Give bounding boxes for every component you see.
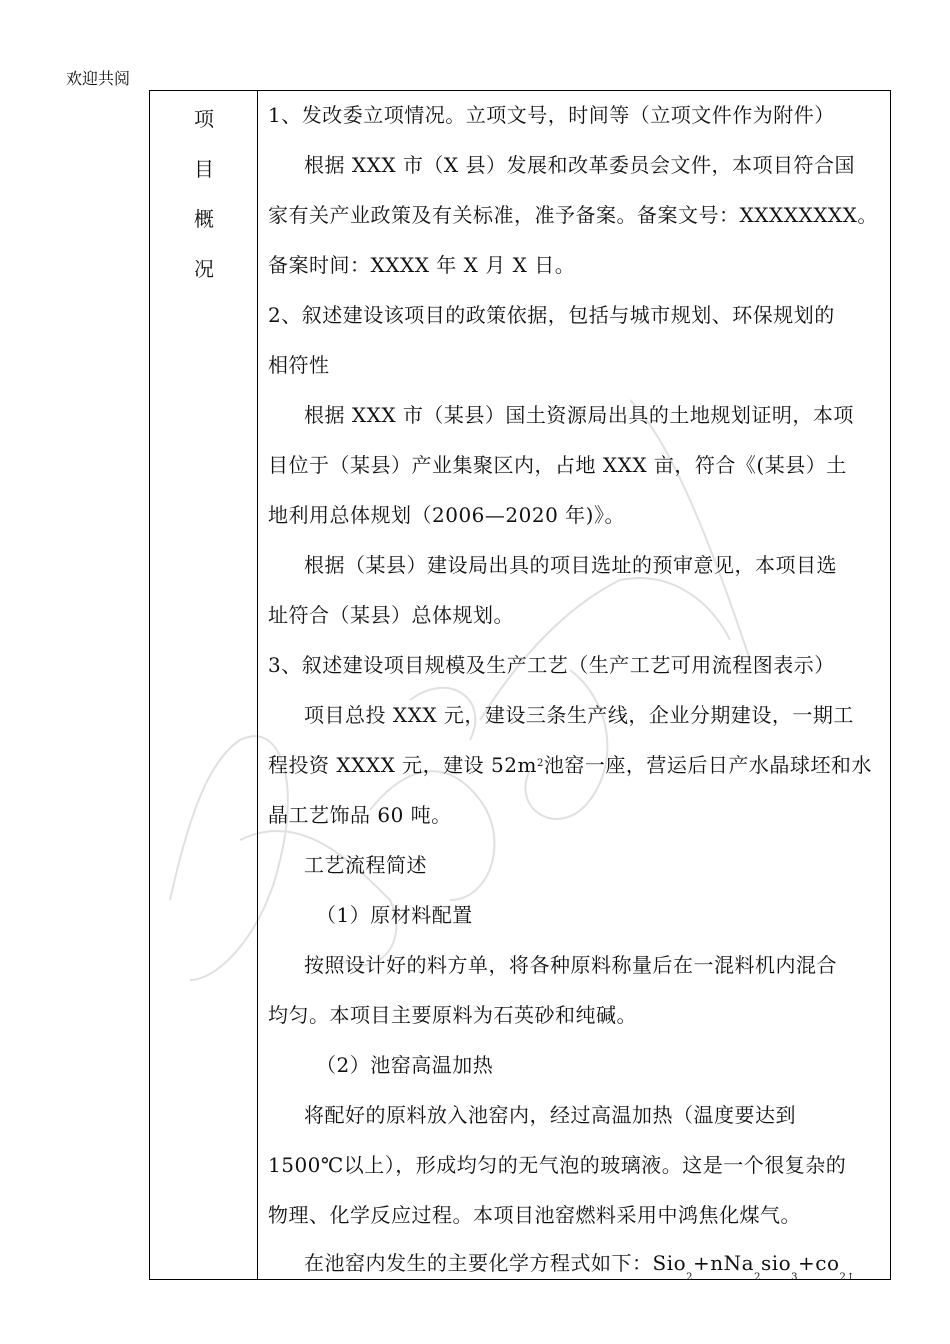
row-label-char: 项 xyxy=(194,107,214,131)
subheading-materials: （1）原材料配置 xyxy=(316,903,473,927)
section-heading-approval: 1、发改委立项情况。立项文号，时间等（立项文件作为附件） xyxy=(268,103,835,127)
subscript: 2 xyxy=(839,1272,847,1283)
subheading-process: 工艺流程简述 xyxy=(304,853,427,877)
subheading-heating: （2）池窑高温加热 xyxy=(316,1053,494,1077)
paragraph-line: 物理、化学反应过程。本项目池窑燃料采用中鸿焦化煤气。 xyxy=(268,1203,801,1227)
paragraph-line: 地利用总体规划（2006—2020 年)》。 xyxy=(268,503,625,527)
paragraph-line: 将配好的原料放入池窑内，经过高温加热（温度要达到 xyxy=(304,1103,796,1127)
subscript: 2 xyxy=(686,1272,694,1283)
text-run: sio xyxy=(760,1251,792,1275)
header-note: 欢迎共阅 xyxy=(66,69,131,88)
row-label-char: 况 xyxy=(194,257,214,281)
paragraph-line: 根据 XXX 市（X 县）发展和改革委员会文件，本项目符合国 xyxy=(304,153,856,177)
project-overview-table xyxy=(149,90,891,1283)
paragraph-line xyxy=(268,753,880,782)
chemical-equation-line xyxy=(304,1251,880,1283)
text-run: 在池窑内发生的主要化学方程式如下：Sio xyxy=(304,1251,687,1275)
paragraph-line: 家有关产业政策及有关标准，准予备案。备案文号：XXXXXXXX。 xyxy=(268,203,878,227)
paragraph-line: 项目总投 XXX 元，建设三条生产线，企业分期建设，一期工 xyxy=(304,703,854,727)
superscript: 2 xyxy=(536,758,544,769)
row-label-column xyxy=(150,91,258,1279)
paragraph-line: 备案时间：XXXX 年 X 月 X 日。 xyxy=(268,253,576,277)
paragraph-line: 根据 XXX 市（某县）国土资源局出具的土地规划证明，本项 xyxy=(304,403,854,427)
paragraph-line: 晶工艺饰品 60 吨。 xyxy=(268,803,452,827)
text-run: 池窑一座，营运后日产水晶球坯和水 xyxy=(543,753,872,777)
subscript: 3 xyxy=(791,1272,799,1283)
paragraph-line: 按照设计好的料方单，将各种原料称量后在一混料机内混合 xyxy=(304,953,837,977)
paragraph-line: 目位于（某县）产业集聚区内，占地 XXX 亩，符合《(某县）土 xyxy=(268,453,847,477)
up-arrow-icon: ↑ xyxy=(846,1272,856,1283)
paragraph-line: 根据（某县）建设局出具的项目选址的预审意见，本项目选 xyxy=(304,553,837,577)
row-label-char: 目 xyxy=(194,157,214,181)
text-run: +nNa xyxy=(693,1251,755,1275)
subscript: 2 xyxy=(754,1272,761,1283)
row-label-char: 概 xyxy=(194,207,214,231)
section-heading-policy: 2、叙述建设该项目的政策依据，包括与城市规划、环保规划的 xyxy=(268,303,835,327)
overview-content xyxy=(258,91,890,1283)
paragraph-line: 址符合（某县）总体规划。 xyxy=(268,603,514,627)
paragraph-line: 相符性 xyxy=(268,353,330,377)
paragraph-line: 均匀。本项目主要原料为石英砂和纯碱。 xyxy=(268,1003,637,1027)
paragraph-line: 1500℃以上），形成均匀的无气泡的玻璃液。这是一个很复杂的 xyxy=(268,1153,847,1177)
text-run: +co xyxy=(798,1251,840,1275)
section-heading-scale: 3、叙述建设项目规模及生产工艺（生产工艺可用流程图表示） xyxy=(268,653,835,677)
text-run: 程投资 XXXX 元，建设 52m xyxy=(268,753,537,777)
